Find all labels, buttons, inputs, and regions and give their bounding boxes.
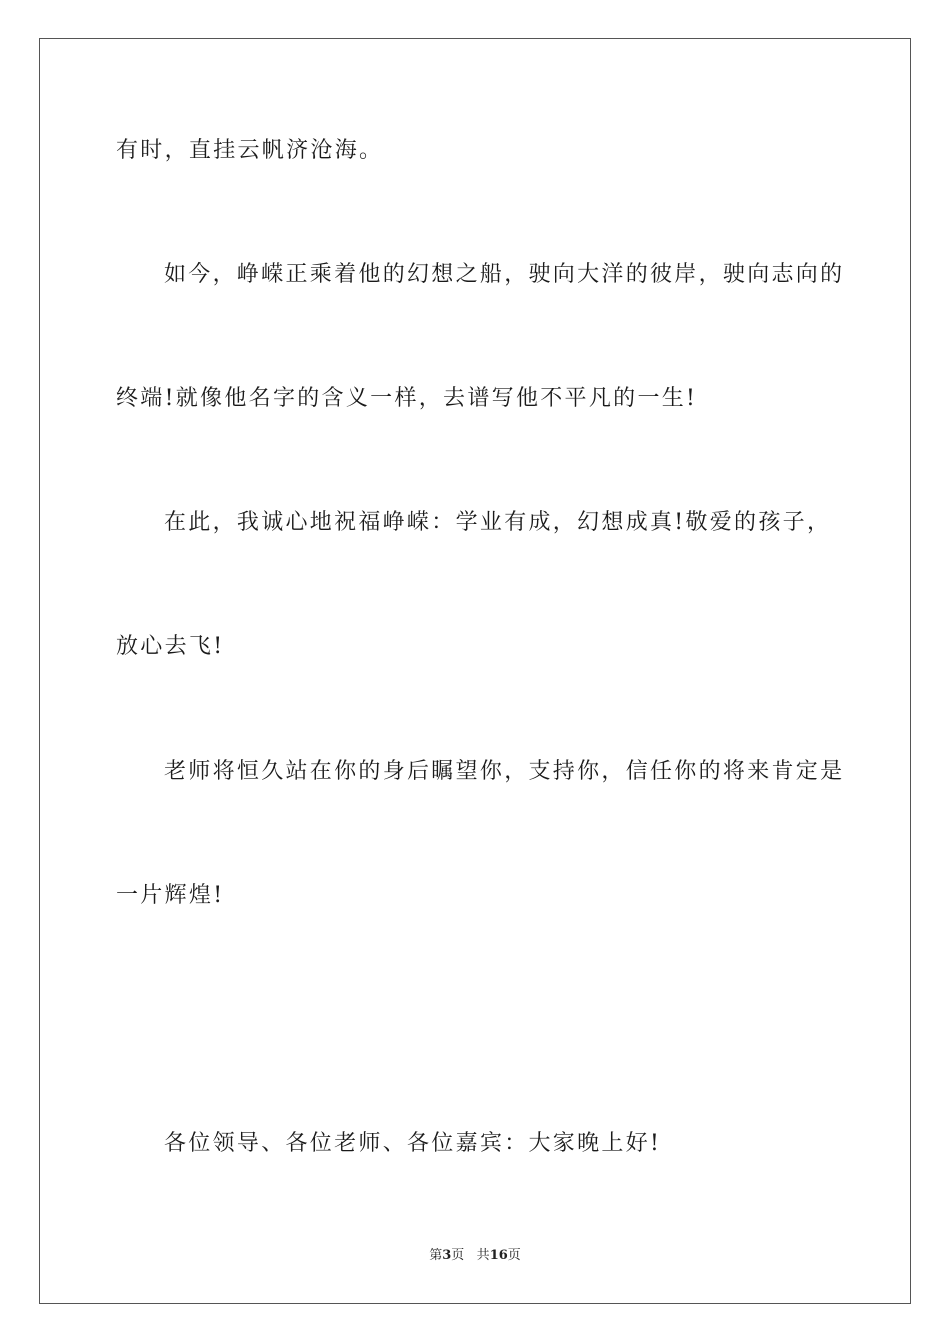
page-suffix: 页	[451, 1248, 465, 1263]
total-pages: 16	[489, 1248, 508, 1263]
text-line-1: 有时，直挂云帆济沧海。	[116, 138, 384, 163]
paragraph-2-line-1: 在此，我诚心地祝福峥嵘：学业有成，幻想成真!敬爱的孩子，	[164, 510, 832, 535]
page-number: 3	[442, 1248, 452, 1263]
paragraph-2-line-2: 放心去飞!	[116, 634, 225, 659]
page-border	[39, 38, 911, 1304]
paragraph-1-line-2: 终端!就像他名字的含义一样，去谱写他不平凡的一生!	[116, 386, 698, 411]
paragraph-3-line-1: 老师将恒久站在你的身后瞩望你，支持你，信任你的将来肯定是	[164, 759, 845, 784]
greeting-line: 各位领导、各位老师、各位嘉宾：大家晚上好!	[164, 1131, 662, 1156]
total-suffix: 页	[507, 1248, 521, 1263]
page-footer	[0, 1244, 950, 1263]
paragraph-3-line-2: 一片辉煌!	[116, 883, 225, 908]
paragraph-1-line-1: 如今，峥嵘正乘着他的幻想之船，驶向大洋的彼岸，驶向志向的	[164, 262, 845, 287]
total-prefix: 共	[476, 1248, 490, 1263]
page-prefix: 第	[429, 1248, 443, 1263]
